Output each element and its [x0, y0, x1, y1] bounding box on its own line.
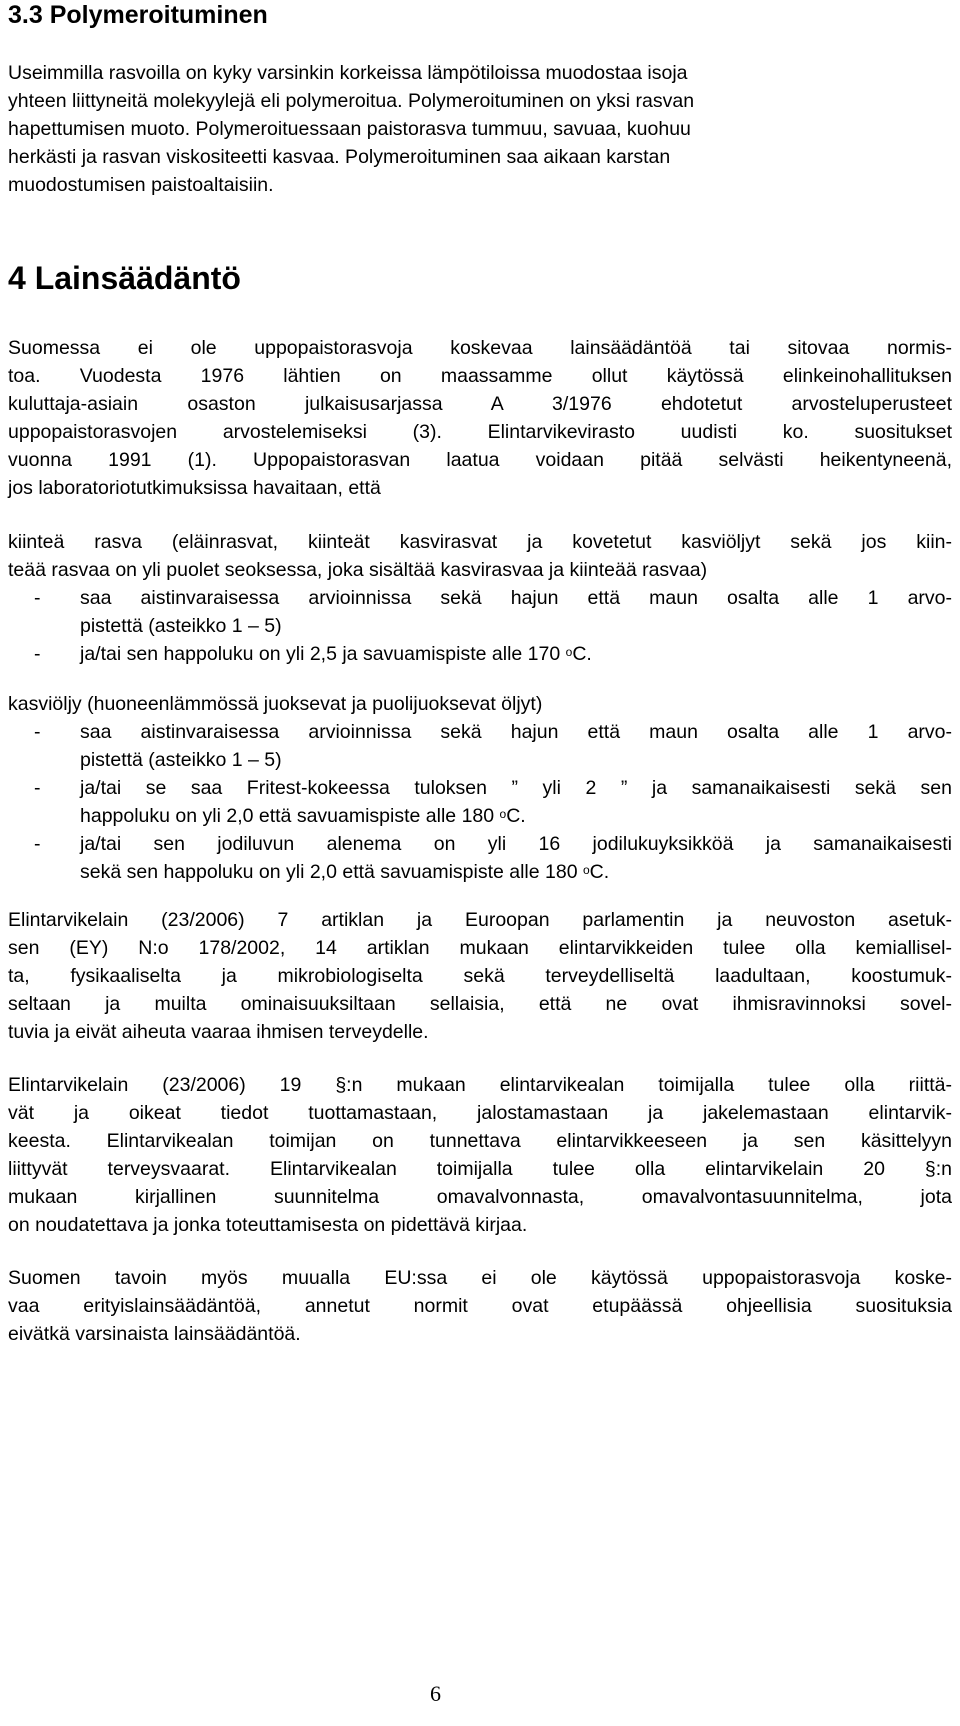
paragraph-line: mukaan kirjallinen suunnitelma omavalvonnasta, omavalvontasuunnitelma, jota	[8, 1186, 952, 1208]
paragraph-line: vaa erityislainsäädäntöä, annetut normit ovat etupäässä ohjeellisia suosituksia	[8, 1295, 952, 1317]
paragraph-line: sen (EY) N:o 178/2002, 14 artiklan mukaan elintarvikkeiden tulee olla kemiallisel-	[8, 937, 952, 959]
list-item-text: happoluku on yli 2,0 että savuamispiste alle 180	[80, 805, 500, 827]
paragraph-line: on noudatettava ja jonka toteuttamisesta on pidettävä kirjaa.	[8, 1214, 528, 1236]
paragraph-line: Elintarvikelain (23/2006) 7 artiklan ja Euroopan parlamentin ja neuvoston asetuk-	[8, 909, 952, 931]
vegetable-oil-criteria	[8, 690, 952, 886]
paragraph-line: ta, fysikaaliselta ja mikrobiologiselta sekä terveydelliseltä laadultaan, koostumuk-	[8, 965, 952, 987]
list-item-text-end: C.	[572, 643, 592, 665]
lainsaadanto-intro-paragraph	[8, 334, 952, 502]
list-item-text: sekä sen happoluku on yli 2,0 että savuamispiste alle 180	[80, 861, 583, 883]
list-dash: -	[34, 833, 41, 855]
list-item-text: ja/tai sen happoluku on yli 2,5 ja savuamispiste alle 170	[80, 643, 566, 665]
list-item-text-end: C.	[589, 861, 610, 883]
eu-legislation-paragraph	[8, 1264, 952, 1348]
paragraph-line: uppopaistorasvojen arvostelemiseksi (3). Elintarvikevirasto uudisti ko. suositukset	[8, 421, 952, 443]
paragraph-line: vuonna 1991 (1). Uppopaistorasvan laatua voidaan pitää selvästi heikentyneenä,	[8, 449, 952, 471]
list-item	[8, 584, 952, 612]
list-item-text-end: C.	[506, 805, 526, 827]
list-item-text: ja/tai sen jodiluvun alenema on yli 16 jodilukuyksikköä ja samanaikaisesti	[80, 833, 952, 855]
list-item	[8, 718, 952, 746]
list-item-continuation: pistettä (asteikko 1 – 5)	[80, 615, 282, 637]
list-item-continuation: pistettä (asteikko 1 – 5)	[80, 749, 282, 771]
list-item-text: saa aistinvaraisessa arvioinnissa sekä hajun että maun osalta alle 1 arvo-	[80, 721, 952, 743]
elintarvikelaki-7-paragraph	[8, 906, 952, 1046]
solid-fat-criteria	[8, 528, 952, 668]
paragraph-line: Suomen tavoin myös muualla EU:ssa ei ole käytössä uppopaistorasvoja koske-	[8, 1267, 952, 1289]
section-heading-polymeroituminen: 3.3 Polymeroituminen	[8, 1, 268, 29]
polymeroituminen-paragraph	[8, 59, 952, 199]
paragraph-line: Useimmilla rasvoilla on kyky varsinkin korkeissa lämpötiloissa muodostaa isoja	[8, 62, 688, 84]
paragraph-line: keesta. Elintarvikealan toimijan on tunnettava elintarvikkeeseen ja sen käsittelyyn	[8, 1130, 952, 1152]
list-item-text: saa aistinvaraisessa arvioinnissa sekä hajun että maun osalta alle 1 arvo-	[80, 587, 952, 609]
paragraph-line: yhteen liittyneitä molekyylejä eli polymeroitua. Polymeroituminen on yksi rasvan	[8, 90, 695, 112]
list-item	[8, 640, 952, 668]
list-dash: -	[34, 643, 41, 665]
list-item	[8, 830, 952, 858]
elintarvikelaki-19-paragraph	[8, 1071, 952, 1239]
paragraph-line: kasviöljy (huoneenlämmössä juoksevat ja puolijuoksevat öljyt)	[8, 693, 543, 715]
list-item-text: ja/tai se saa Fritest-kokeessa tuloksen ” yli 2 ” ja samanaikaisesti sekä sen	[80, 777, 952, 799]
list-dash: -	[34, 587, 41, 609]
paragraph-line: herkästi ja rasvan viskositeetti kasvaa. Polymeroituminen saa aikaan karstan	[8, 146, 671, 168]
paragraph-line: muodostumisen paistoaltaisiin.	[8, 174, 274, 196]
paragraph-line: toa. Vuodesta 1976 lähtien on maassamme ollut käytössä elinkeinohallituksen	[8, 365, 952, 387]
degree-symbol: o	[582, 863, 590, 877]
list-item-continuation	[8, 858, 952, 886]
paragraph-line: kiinteä rasva (eläinrasvat, kiinteät kasvirasvat ja kovetetut kasviöljyt sekä jos kiin-	[8, 531, 952, 553]
list-dash: -	[34, 777, 41, 799]
paragraph-line: tuvia ja eivät aiheuta vaaraa ihmisen terveydelle.	[8, 1021, 429, 1043]
paragraph-line: teää rasvaa on yli puolet seoksessa, joka sisältää kasvirasvaa ja kiinteää rasvaa)	[8, 559, 708, 581]
paragraph-line: eivätkä varsinaista lainsäädäntöä.	[8, 1323, 301, 1345]
paragraph-line: vät ja oikeat tiedot tuottamastaan, jalostamastaan ja jakelemastaan elintarvik-	[8, 1102, 952, 1124]
section-heading-lainsaadanto: 4 Lainsäädäntö	[8, 260, 241, 296]
paragraph-line: liittyvät terveysvaarat. Elintarvikealan toimijalla tulee olla elintarvikelain 20 §:n	[8, 1158, 952, 1180]
list-item-continuation	[8, 802, 952, 830]
list-item	[8, 774, 952, 802]
page-number: 6	[430, 1681, 441, 1706]
paragraph-line: seltaan ja muilta ominaisuuksiltaan sellaisia, että ne ovat ihmisravinnoksi sovel-	[8, 993, 952, 1015]
paragraph-line: Suomessa ei ole uppopaistorasvoja koskevaa lainsäädäntöä tai sitovaa normis-	[8, 337, 952, 359]
degree-symbol: o	[499, 807, 507, 821]
paragraph-line: kuluttaja-asiain osaston julkaisusarjassa A 3/1976 ehdotetut arvosteluperusteet	[8, 393, 952, 415]
degree-symbol: o	[565, 645, 573, 659]
paragraph-line: Elintarvikelain (23/2006) 19 §:n mukaan elintarvikealan toimijalla tulee olla riittä-	[8, 1074, 952, 1096]
paragraph-line: hapettumisen muoto. Polymeroituessaan paistorasva tummuu, savuaa, kuohuu	[8, 118, 691, 140]
paragraph-line: jos laboratoriotutkimuksissa havaitaan, että	[8, 477, 381, 499]
list-dash: -	[34, 721, 41, 743]
